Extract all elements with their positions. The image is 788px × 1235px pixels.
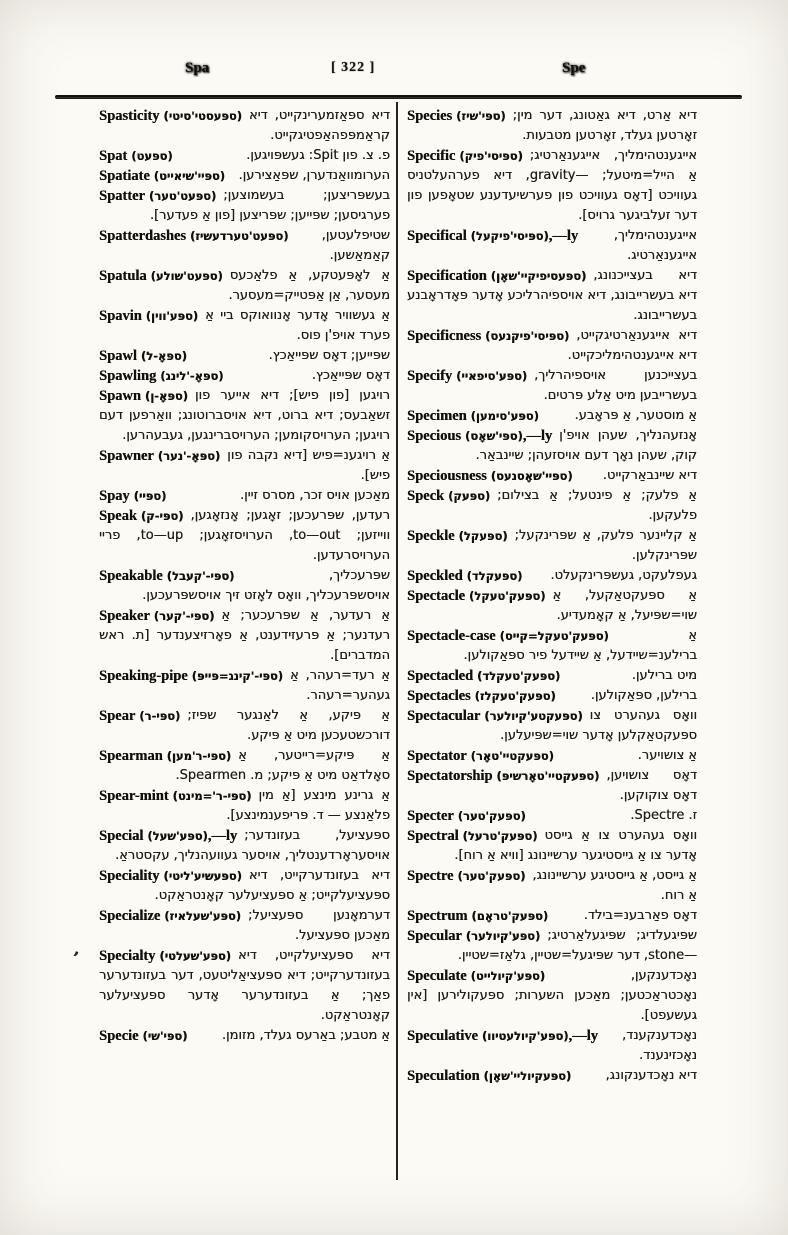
- entry-headword-text: Spearman: [99, 748, 163, 764]
- entry-pronunciation: (ספּעק'טער): [457, 869, 526, 883]
- entry-headword: [99, 566, 234, 586]
- dictionary-entry: [407, 666, 697, 686]
- entry-definition: אַ צושויער.: [637, 748, 697, 763]
- entry-headword-text: Speckle: [407, 528, 455, 544]
- entry-headword-text: Specular: [407, 928, 462, 944]
- entry-headword-text: Spectacle-case: [407, 628, 496, 644]
- entry-definition: אַ פּיקע, אַ לאַנגער שפּיז; דורכשטעכען מיט אַ פּיקע.: [187, 708, 390, 743]
- entry-headword-text: Speculation: [407, 1068, 480, 1084]
- guide-word-right: Spe: [562, 60, 586, 76]
- entry-definition: שטיפלעטען, קאַמאַשען.: [321, 228, 390, 263]
- entry-headword-text: Special: [99, 828, 144, 844]
- entry-pronunciation: (ספּאָ-'נער): [157, 449, 221, 463]
- entry-headword-text: Spectral: [407, 828, 459, 844]
- entry-headword-text: Spectre: [407, 868, 454, 884]
- entry-pronunciation: (ספּיי'שאָסנעס): [490, 469, 573, 483]
- entry-headword-text: Speakable: [99, 568, 163, 584]
- entry-headword: [407, 906, 548, 926]
- entry-pronunciation: (ספּעסטי'סיטי): [163, 109, 242, 123]
- entry-headword-text: Spat: [99, 148, 128, 164]
- entry-headword: [99, 186, 216, 206]
- dictionary-entry: [99, 506, 390, 566]
- dictionary-entry: [99, 226, 390, 266]
- entry-headword: [99, 386, 188, 406]
- entry-headword-text: Spatiate: [99, 168, 150, 184]
- entry-pronunciation: (ספּעקטיי'טאָרשיפּ): [496, 769, 600, 783]
- entry-pronunciation: (ספּע'קיולייט): [470, 969, 546, 983]
- entry-headword: [99, 666, 283, 686]
- dictionary-entry: [407, 866, 697, 906]
- entry-ly-suffix: ,—ly: [548, 228, 579, 244]
- entry-definition: דאָס פאַרבענ=בילד.: [583, 908, 697, 923]
- entry-headword: [407, 926, 540, 946]
- entry-definition: אייגענטהימליך, אייגענאַרטיג.: [613, 228, 697, 263]
- entry-definition: בעצייכנען אויספיהרליך, בעשרייבען מיט אַלע פּרטים.: [534, 368, 697, 403]
- entry-definition: אַ מטבע; באַרעס געלד, מזומן.: [221, 1028, 390, 1043]
- entry-definition: נאָכדענקען, נאָכטראַכטען; מאַכען השערות; ספּעקולירען [אין געשעפט].: [407, 968, 697, 1023]
- entry-definition: געפלעקט, געשפּרינקעלט.: [550, 568, 697, 583]
- entry-headword: [407, 766, 599, 786]
- dictionary-entry: [99, 186, 390, 226]
- entry-headword-text: Speciality: [99, 868, 160, 884]
- entry-headword: [407, 966, 545, 986]
- entry-headword: [407, 366, 527, 386]
- entry-headword: [99, 786, 251, 806]
- entry-definition: דיא שיינבאַרקייט.: [602, 468, 697, 483]
- dictionary-entry: [407, 926, 697, 966]
- entry-headword-text: Spawl: [99, 348, 137, 364]
- entry-headword-text: Speaking-pipe: [99, 668, 188, 684]
- dictionary-entry: [99, 906, 390, 946]
- entry-headword: [407, 706, 583, 726]
- dictionary-entry: [99, 306, 390, 346]
- left-column: [99, 106, 390, 1046]
- dictionary-entry: [407, 626, 697, 666]
- entry-headword: [407, 826, 537, 846]
- entry-headword-text: Spavin: [99, 308, 142, 324]
- entry-headword-text: Specification: [407, 268, 487, 284]
- entry-headword-text: Spawling: [99, 368, 157, 384]
- entry-definition: שפּרעכליך, אויסשפּרעכליך, וואָס לאָזט זיך אויסשפּרעכען.: [142, 568, 390, 603]
- entry-headword-text: Specifical: [407, 228, 467, 244]
- dictionary-entry: [407, 906, 697, 926]
- dictionary-entry: [99, 446, 390, 486]
- entry-definition: אַ רעד=רעהר, אַ געהער=רעהר.: [290, 668, 390, 703]
- entry-headword-text: Spasticity: [99, 108, 160, 124]
- entry-headword: [407, 266, 586, 286]
- entry-definition: אַ פּיקע=רייטער, אַ סאָלדאַט מיט אַ פּיקע; מ. Spearmen.: [175, 748, 390, 783]
- entry-definition: אַ גרינע מינצע [אַ מין פלאַנצע — ד. פּריפענמינצע].: [226, 788, 390, 823]
- entry-pronunciation: (ספּע'ווין): [145, 309, 199, 323]
- entry-definition: וואָס געהערט צו אַ גייסט אָדער צו אַ גייסטיגער ערשיינונג [וויא אַ רוח].: [454, 828, 697, 863]
- entry-headword-text: Specialty: [99, 948, 156, 964]
- entry-headword: [407, 806, 526, 826]
- entry-pronunciation: (ספּעק'טעקל=קייס): [499, 629, 609, 643]
- dictionary-entry: [99, 146, 390, 166]
- entry-pronunciation: (ספּעסיפיקיי'שאָן): [490, 269, 587, 283]
- dictionary-entry: [407, 706, 697, 746]
- guide-word-left: Spa: [185, 60, 210, 76]
- entry-definition: הערומוואַנדערן, שפּאַצירען.: [238, 168, 390, 183]
- entry-pronunciation: (ספּעט'טערדעשיז): [190, 229, 289, 243]
- entry-definition: אַ ברילענ=שיידעל, אַ שיידעל פיר ספּאַקולען.: [463, 628, 697, 663]
- dictionary-entry: [99, 1026, 390, 1046]
- entry-headword-text: Spectatorship: [407, 768, 493, 784]
- entry-headword: [99, 486, 166, 506]
- dictionary-entry: [407, 766, 697, 806]
- entry-definition: אַ קליינער פלעק, אַ שפּרינקעל; שפּרינקלען.: [514, 528, 697, 563]
- dictionary-entry: [99, 746, 390, 786]
- entry-definition: רויגען [פון פיש]; דיא אייער פון זשאַבעס; דיא ברוט, דיא אויסברוטונג; וואַרפען דעם רויגען; הערויסקומען; הערויסברינגען, געבעהרען.: [99, 388, 390, 443]
- entry-headword: [407, 566, 522, 586]
- entry-pronunciation: (ספּעקטע'קיולער): [484, 709, 583, 723]
- entry-headword-text: Specimen: [407, 408, 467, 424]
- entry-definition: פ. צ. פון Spit: געשפּויגען.: [246, 148, 390, 163]
- entry-headword: [99, 906, 241, 926]
- entry-pronunciation: (ספּי-ק): [140, 509, 184, 523]
- entry-definition: אַ פלעק; אַ פינטעל; אַ בצילום; פלעקען.: [497, 488, 697, 523]
- entry-headword-text: Speculative: [407, 1028, 478, 1044]
- entry-headword: [407, 866, 525, 886]
- dictionary-entry: [99, 946, 390, 1026]
- dictionary-entry: [99, 386, 390, 446]
- entry-ly-suffix: ,—ly: [568, 1028, 598, 1044]
- entry-definition: דאָס צושויען, דאָס צוקוקען.: [606, 768, 697, 803]
- entry-headword-text: Spectacular: [407, 708, 481, 724]
- entry-pronunciation: (ספּאָ-ל): [140, 349, 187, 363]
- dictionary-entry: [407, 566, 697, 586]
- entry-pronunciation: (ספּעק'טרעל): [462, 829, 538, 843]
- dictionary-entry: [99, 786, 390, 826]
- entry-headword: [407, 686, 556, 706]
- entry-definition: רעדען, שפּרעכען; זאָגען; אָנזאָגען, ווייזען; to—out, הערויסזאָגען; to—up, פריי הערויסרעדען.: [99, 508, 391, 563]
- entry-headword: [407, 226, 578, 246]
- dictionary-entry: [407, 106, 697, 146]
- entry-definition: ז. Spectre.: [630, 808, 697, 823]
- entry-definition: שפּייען; דאָס שפּייאַכץ.: [268, 348, 390, 363]
- dictionary-entry: [407, 366, 697, 406]
- dictionary-entry: [407, 826, 697, 866]
- dictionary-entry: [407, 426, 697, 466]
- dictionary-entry: [99, 346, 390, 366]
- column-divider-rule: [396, 102, 398, 1180]
- entry-definition: דיא נאָכדענקונג,: [605, 1068, 697, 1083]
- dictionary-entry: [407, 966, 697, 1026]
- entry-definition: נאָכדענקענד, נאָכזינענד.: [621, 1028, 697, 1063]
- entry-pronunciation: (ספּעקלד): [466, 569, 523, 583]
- entry-headword: [407, 666, 560, 686]
- entry-headword-text: Spay: [99, 488, 130, 504]
- dictionary-entry: [99, 826, 390, 866]
- dictionary-entry: [99, 366, 390, 386]
- entry-definition: ברילען, ספּאַקולען.: [590, 688, 697, 703]
- entry-headword-text: Speculate: [407, 968, 467, 984]
- entry-pronunciation: (ספּעק'טער): [457, 809, 526, 823]
- entry-definition: דערמאָנען ספּעציעל; מאַכען ספּעציעל.: [248, 908, 390, 943]
- dictionary-entry: [407, 146, 697, 226]
- right-column: [407, 106, 697, 1086]
- entry-headword: [99, 746, 231, 766]
- entry-pronunciation: (ספּיי): [133, 489, 167, 503]
- dictionary-entry: [99, 666, 390, 706]
- dictionary-entry: [407, 586, 697, 626]
- entry-headword-text: Speak: [99, 508, 137, 524]
- entry-pronunciation: (ספּי-ר): [139, 709, 181, 723]
- entry-headword-text: Spectacles: [407, 688, 471, 704]
- entry-definition: דיא אייגענאַרטיגקייט, דיא אייגענטהימליכקייט.: [567, 328, 697, 363]
- entry-headword-text: Spatter: [99, 188, 145, 204]
- entry-pronunciation: (ספּע'קיולער): [465, 929, 541, 943]
- entry-headword: [99, 866, 242, 886]
- entry-pronunciation: (ספּעט): [131, 149, 173, 163]
- entry-headword-text: Spatterdashes: [99, 228, 187, 244]
- dictionary-entry: [99, 166, 390, 186]
- entry-pronunciation: (ספּיסי'פיק): [459, 149, 523, 163]
- entry-pronunciation: (ספּע'סיפאיי): [456, 369, 528, 383]
- header-rule: [55, 95, 742, 99]
- entry-pronunciation: (ספּע'סימען): [470, 409, 539, 423]
- entry-pronunciation: (ספּעק): [448, 489, 491, 503]
- entry-pronunciation: (ספּי-ר'מען): [166, 749, 232, 763]
- dictionary-entry: [407, 266, 697, 326]
- entry-headword: [407, 486, 490, 506]
- entry-pronunciation: (ספּעק'טעקלז): [474, 689, 556, 703]
- entry-headword: [99, 366, 224, 386]
- entry-definition: אַ ספּעקטאַקעל, אַ שוי=שפּיעל, אַ קאָמעדיע.: [552, 588, 697, 623]
- entry-headword: [99, 306, 198, 326]
- entry-headword: [407, 106, 506, 126]
- entry-definition: דיא בעצייכנונג, דיא בעשרייבונג, דיא אויספיהרליכע אָדער פּאָדראָבנע בעשרייבונג.: [407, 268, 697, 323]
- entry-definition: מיט ברילען.: [631, 668, 697, 683]
- dictionary-entry: [407, 466, 697, 486]
- entry-ly-suffix: ,—ly: [207, 828, 238, 844]
- entry-pronunciation: (ספּע'שעל): [147, 829, 208, 843]
- entry-pronunciation: (ספּעט'שולע): [150, 269, 223, 283]
- dictionary-entry: [407, 746, 697, 766]
- dictionary-entry: [407, 486, 697, 526]
- entry-definition: בעשפּריצען; בעשמוצען; פערגיסען; שפּייען; שפּריצען [פון אַ פעדער].: [149, 188, 390, 223]
- entry-headword-text: Species: [407, 108, 453, 124]
- entry-headword: [99, 446, 220, 466]
- dictionary-entry: [407, 1066, 697, 1086]
- entry-definition: אַ גייסט, אַ גייסטיגע ערשיינונג, אַ רוח.: [532, 868, 697, 903]
- entry-headword-text: Speciousness: [407, 468, 487, 484]
- entry-headword-text: Speck: [407, 488, 445, 504]
- entry-headword-text: Speaker: [99, 608, 150, 624]
- entry-definition: אַ לאָפּעטקע, אַ פלאַכעס מעסער, אַן אַפּטייק=מעסער.: [228, 268, 390, 303]
- entry-headword: [407, 1066, 571, 1086]
- entry-headword-text: Spectator: [407, 748, 467, 764]
- entry-headword-text: Specialize: [99, 908, 161, 924]
- dictionary-entry: [407, 526, 697, 566]
- entry-headword-text: Spear: [99, 708, 136, 724]
- entry-pronunciation: (ספּי'שי): [142, 1029, 188, 1043]
- entry-headword: [99, 346, 187, 366]
- entry-pronunciation: (ספּי-'קעבל): [166, 569, 235, 583]
- entry-pronunciation: (ספּעק'טעקלד): [477, 669, 561, 683]
- entry-definition: דיא אַרט, דיא גאַטונג, דער מין; זאָרטען געלד, זאָרטען מטבעות.: [512, 108, 697, 143]
- entry-headword: [99, 606, 214, 626]
- entry-definition: וואָס געהערט צו ספּעקטאַקלען אָדער שוי=שפּיעלען.: [500, 708, 697, 743]
- entry-pronunciation: (ספּעקיוליי'שאָן): [483, 1069, 572, 1083]
- entry-headword: [99, 946, 231, 966]
- entry-headword: [99, 106, 242, 126]
- entry-headword-text: Spatula: [99, 268, 147, 284]
- entry-definition: ספּעציעל, בעזונדער; אויסעראָרדענטליך, אויסער געוועהנליך, עקסטראַ.: [114, 828, 390, 863]
- entry-definition: אייגענטהימליך, אייגענאַרטיג; אַ הייל=מיטעל; —gravity, דיא פערהעלטניס געוויכט [דאָס געוויכט פון פערשיעדענע שטאָפען פון דער זעלביגער גרויס].: [407, 148, 697, 223]
- dictionary-entry: [407, 226, 697, 266]
- entry-pronunciation: (ספּע'קיולעטיוו): [481, 1029, 569, 1043]
- entry-pronunciation: (ספּי-ר'=מינט): [172, 789, 252, 803]
- dictionary-entry: [407, 806, 697, 826]
- entry-headword: [407, 586, 545, 606]
- entry-headword: [407, 466, 573, 486]
- entry-pronunciation: (ספּעט'טער): [148, 189, 217, 203]
- entry-headword-text: Specify: [407, 368, 453, 384]
- entry-headword: [99, 266, 223, 286]
- entry-pronunciation: (ספּעקטיי'טאָר): [470, 749, 554, 763]
- entry-definition: אַ מוסטער, אַ פּראָבע.: [574, 408, 697, 423]
- dictionary-entry: [407, 406, 697, 426]
- dictionary-entry: [407, 326, 697, 366]
- entry-headword: [407, 526, 508, 546]
- entry-headword: [407, 626, 609, 646]
- entry-headword-text: Spectacle: [407, 588, 465, 604]
- dictionary-entry: [99, 486, 390, 506]
- dictionary-entry: [99, 706, 390, 746]
- entry-definition: אַ רעדער, אַ שפּרעכער; אַ רעדנער; אַ פּרעזידענט, אַ פאָרזיצענדער [ת. ראש המדברים].: [99, 608, 390, 663]
- entry-headword: [407, 1026, 598, 1046]
- entry-definition: שפּיגעלדיג; שפּיגעלאַרטיג; —stone, דער שפּיגעל=שטיין, גלאַז=שטיין.: [457, 928, 697, 963]
- entry-pronunciation: (ספּע'שעלטי): [159, 949, 232, 963]
- entry-headword-text: Specificness: [407, 328, 482, 344]
- entry-definition: אַ געשוויר אָדער אָנוואוקס ביי אַ פערד אויפ'ן פוס.: [205, 308, 390, 343]
- entry-pronunciation: (ספּי'שאָס): [465, 429, 523, 443]
- entry-pronunciation: (ספּי-'קינג=פּייפּ): [191, 669, 283, 683]
- entry-headword-text: Speckled: [407, 568, 463, 584]
- entry-pronunciation: (ספּיסי'פיקעל): [470, 229, 549, 243]
- entry-pronunciation: (ספּעק'טעקל): [468, 589, 546, 603]
- entry-headword: [99, 1026, 187, 1046]
- entry-headword: [99, 506, 183, 526]
- entry-headword: [407, 326, 569, 346]
- entry-headword-text: Specter: [407, 808, 454, 824]
- dictionary-entry: [407, 1026, 697, 1066]
- entry-headword-text: Spawn: [99, 388, 141, 404]
- entry-pronunciation: (ספּי-'קער): [153, 609, 215, 623]
- entry-headword: [407, 746, 554, 766]
- entry-headword: [99, 226, 288, 246]
- entry-definition: אַ רויגענ=פיש [דיא נקבה פון פיש].: [227, 448, 390, 483]
- entry-definition: אָנזעהנליך, שעהן אויפ'ן קוק, שעהן נאָך דעם אויסזעהן; שיינבאַר.: [475, 428, 697, 463]
- entry-pronunciation: (ספּאָ-'לינג): [160, 369, 224, 383]
- page-number: [ 322 ]: [331, 60, 376, 75]
- entry-headword: [99, 706, 180, 726]
- entry-pronunciation: (ספּעק'טראָם): [471, 909, 549, 923]
- entry-pronunciation: (ספּע'שעלאיז): [164, 909, 242, 923]
- entry-headword-text: Spectrum: [407, 908, 468, 924]
- entry-pronunciation: (ספּעקל): [458, 529, 508, 543]
- entry-definition: מאַכען אויס זכר, מסרס זיין.: [239, 488, 390, 503]
- entry-headword-text: Specious: [407, 428, 461, 444]
- entry-headword-text: Spear-mint: [99, 788, 169, 804]
- dictionary-entry: [99, 566, 390, 606]
- dictionary-entry: [99, 606, 390, 666]
- entry-headword: [407, 406, 539, 426]
- entry-headword-text: Specific: [407, 148, 456, 164]
- entry-definition: דיא ספּעציעלקייט, דיא בעזונדערקייט; דיא ספּעציאַליטעט, דער בעזונדערער פאַך; אַ בעזונדערער אָדער ספּעציעלער קאָנטראַקט.: [99, 948, 390, 1023]
- entry-ly-suffix: ,—ly: [522, 428, 553, 444]
- entry-headword: [99, 166, 225, 186]
- entry-headword: [99, 826, 237, 846]
- entry-headword-text: Spectacled: [407, 668, 474, 684]
- ink-stray-mark: ’: [69, 947, 81, 968]
- entry-pronunciation: (ספּי'שיז): [456, 109, 506, 123]
- dictionary-entry: [99, 106, 390, 146]
- entry-headword: [407, 146, 523, 166]
- entry-headword-text: Specie: [99, 1028, 139, 1044]
- entry-headword-text: Spawner: [99, 448, 154, 464]
- dictionary-entry: [99, 866, 390, 906]
- entry-pronunciation: (ספּעשיע'ליטי): [163, 869, 242, 883]
- running-head: [55, 58, 740, 88]
- entry-pronunciation: (ספּיי'שיאייט): [153, 169, 226, 183]
- dictionary-entry: [99, 266, 390, 306]
- entry-definition: דיא ספּאַזמערינקייט, דיא קראַמפּפהאַפטיגקייט.: [248, 108, 390, 143]
- entry-headword: [407, 426, 552, 446]
- entry-headword: [99, 146, 173, 166]
- entry-definition: דיא בעזונדערקייט, דיא ספּעציעלקייט; אַ ספּעציעלער קאָנטראַקט.: [154, 868, 390, 903]
- entry-pronunciation: (ספּאָ-ן): [144, 389, 188, 403]
- entry-pronunciation: (ספּיסי'פיקנעס): [485, 329, 570, 343]
- entry-definition: דאָס שפּייאַכץ.: [311, 368, 390, 383]
- dictionary-entry: [407, 686, 697, 706]
